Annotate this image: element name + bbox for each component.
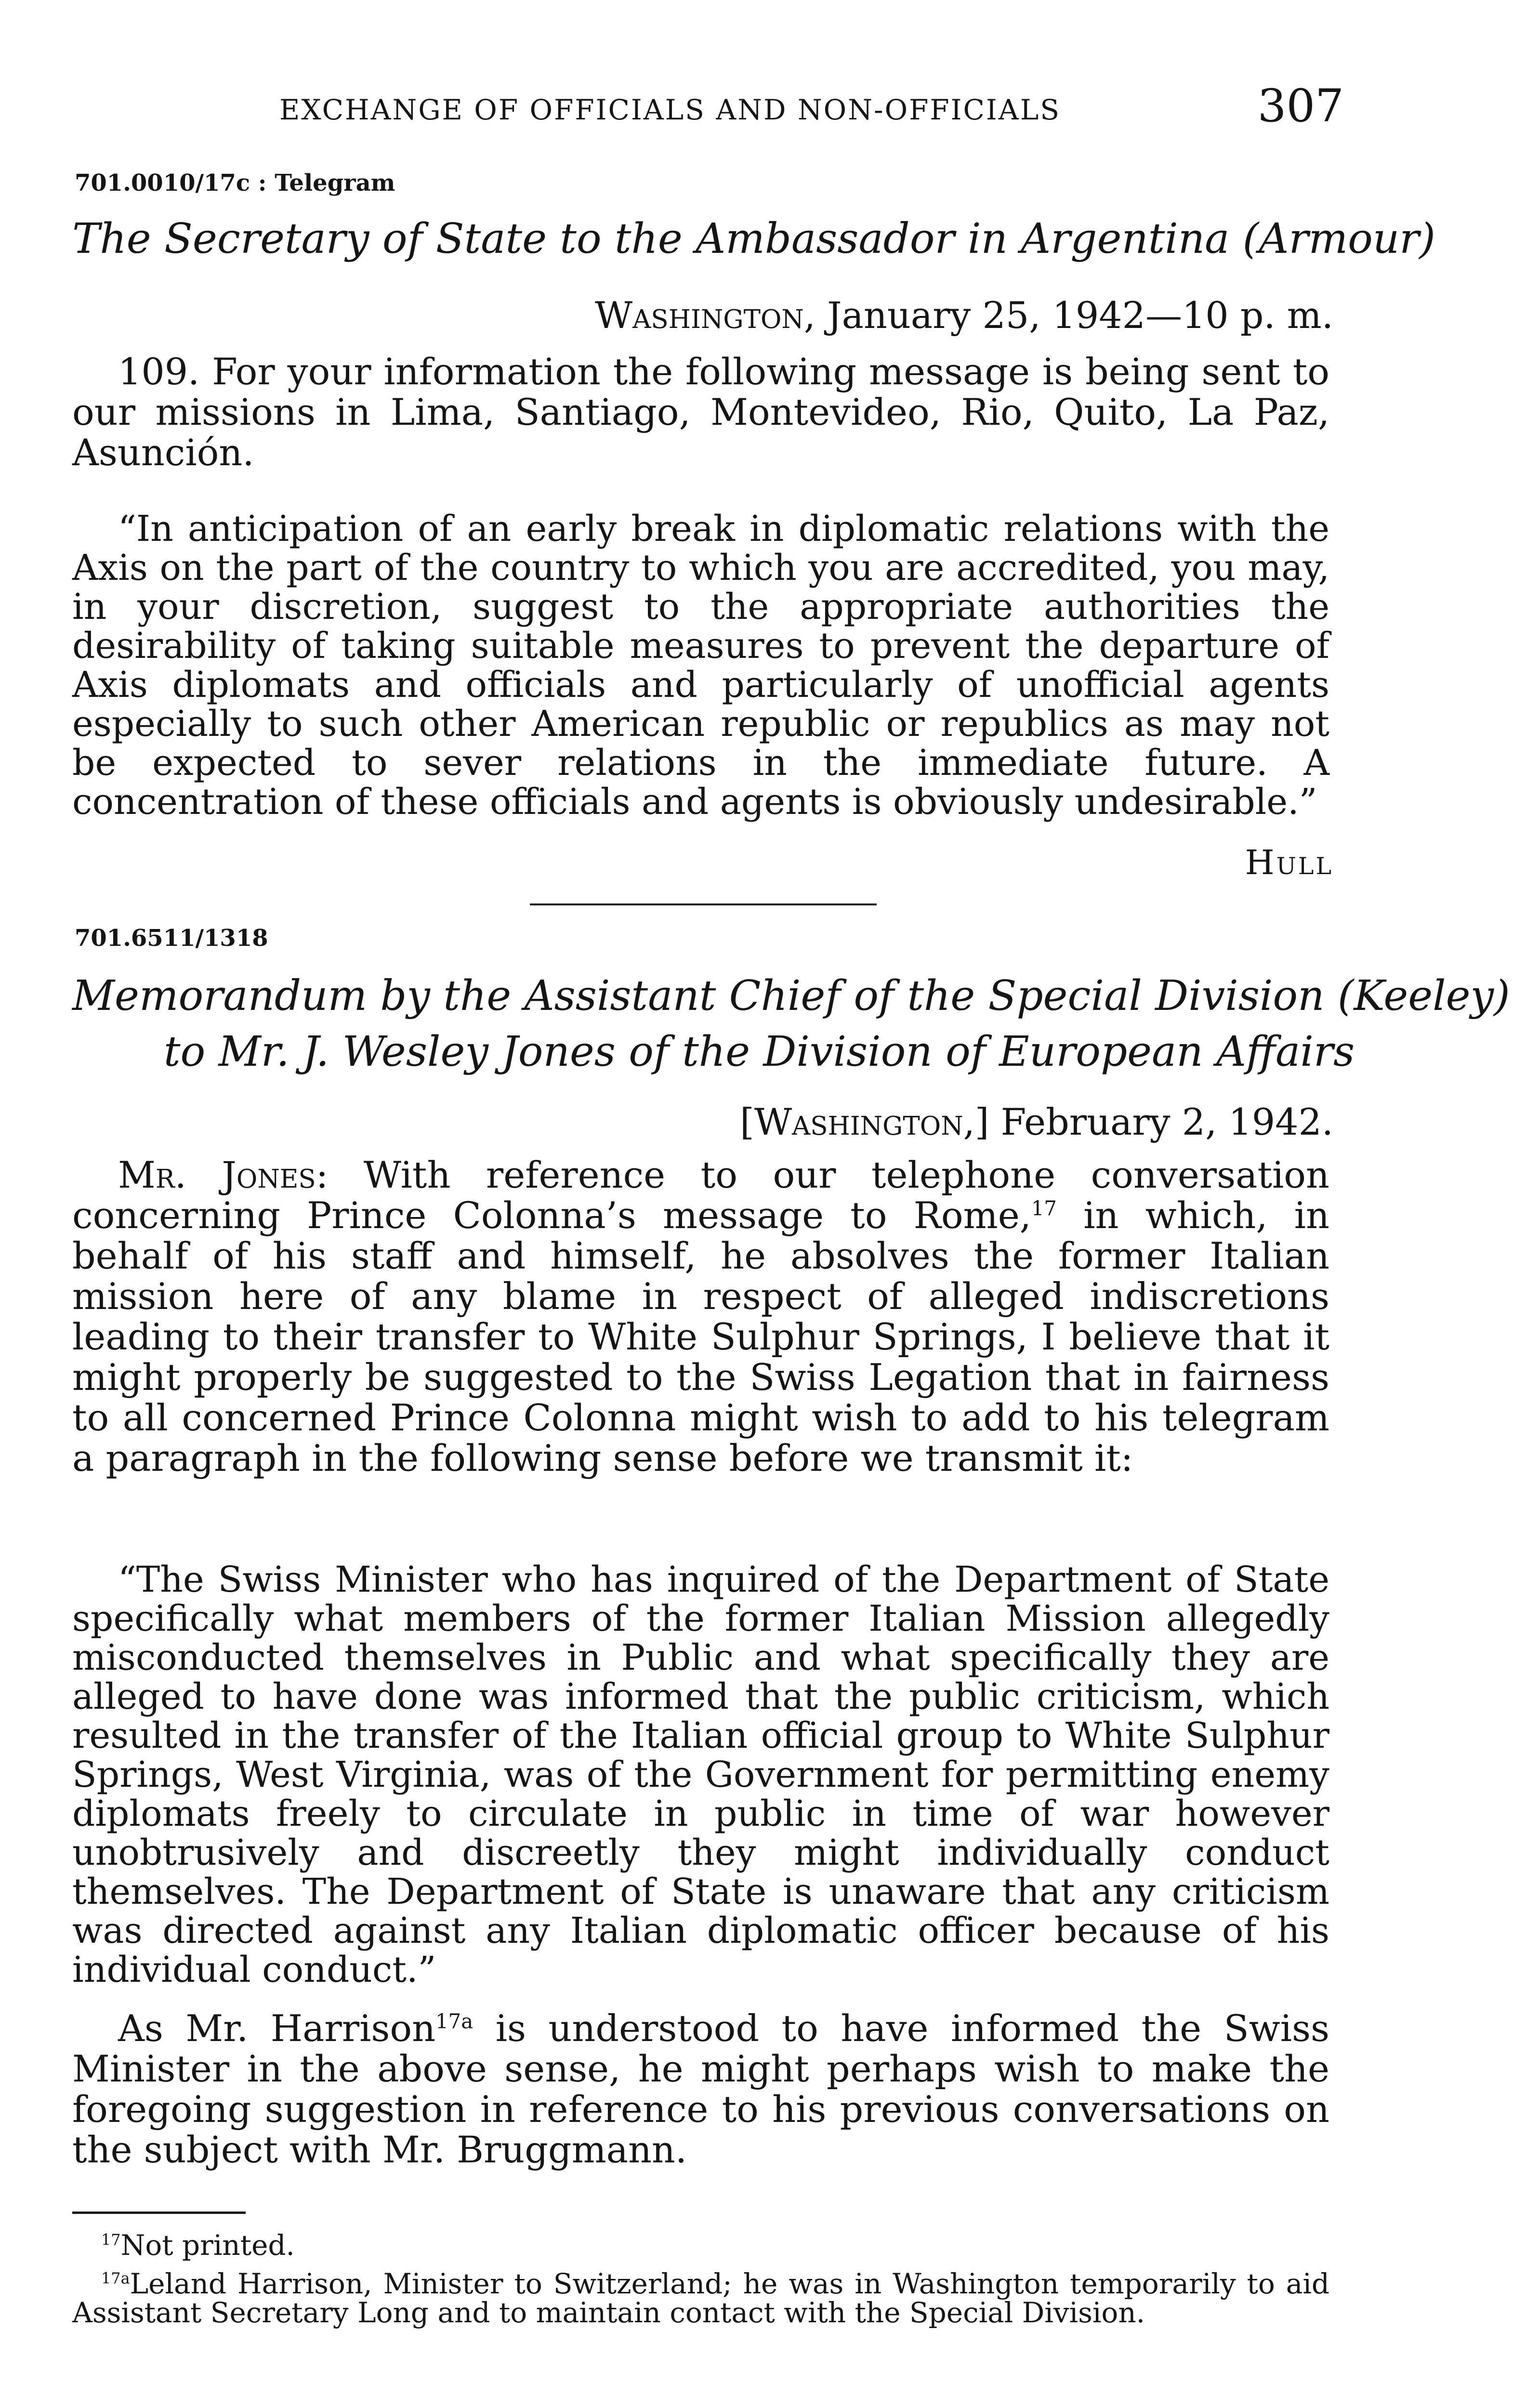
doc1-quoted-message xyxy=(72,510,1329,822)
doc2-paragraph-3-text-a: As Mr. Harrison xyxy=(118,2007,436,2050)
doc2-dateline-place: [Washington,] xyxy=(740,1100,989,1143)
footnote-ref-17: 17 xyxy=(1031,1196,1057,1220)
footnote-mark-17: 17 xyxy=(101,2230,121,2249)
doc1-signature: Hull xyxy=(1245,843,1333,882)
page-number: 307 xyxy=(1257,80,1344,132)
doc2-heading-line-1: Memorandum by the Assistant Chief of the Special Division (Keeley) xyxy=(72,972,1510,1020)
doc2-quoted-paragraph-text: “The Swiss Minister who has inquired of the Department of State specifically what members of the former Italian Mission allegedly misconducted themselves in Public and what specifically they are alleged to have done was informed that the public criticism, which resulted in the transfer of the Italian official group to White Sulphur Springs, West Virginia, was of the Government for permitting enemy diplomats freely to circulate in public in time of war however unobtrusively and discreetly they might individually conduct themselves. The Department of State is unaware that any criticism was directed against any Italian diplomatic officer because of his individual conduct.” xyxy=(72,1559,1329,1990)
footnote-17a xyxy=(72,2269,1329,2327)
doc2-paragraph-1-text-b: in which, in behalf of his staff and himself, he absolves the former Italian mission here of any blame in respect of alleged indiscretions leading to their transfer to White Sulphur Springs, I believe that it might properly be suggested to the Swiss Legation that in fairness to all concerned Prince Colonna might wish to add to his telegram a paragraph in the following sense before we transmit it: xyxy=(72,1194,1329,1479)
doc2-heading-line-2: to Mr. J. Wesley Jones of the Division of European Affairs xyxy=(164,1028,1355,1076)
footnote-rule xyxy=(72,2212,246,2214)
doc2-paragraph-1-text-a: With reference to our telephone conversation concerning Prince Colonna’s message to Rome, xyxy=(72,1153,1329,1237)
doc2-file-number: 701.6511/1318 xyxy=(75,925,268,952)
doc1-paragraph-1-text: 109. For your information the following message is being sent to our missions in Lima, Santiago, Montevideo, Rio, Quito, La Paz, Asunción. xyxy=(72,350,1329,474)
doc2-dateline-date: February 2, 1942. xyxy=(989,1100,1333,1143)
footnote-17 xyxy=(72,2231,1329,2260)
running-head-title: EXCHANGE OF OFFICIALS AND NON-OFFICIALS xyxy=(279,93,1061,126)
doc1-heading: The Secretary of State to the Ambassador in Argentina (Armour) xyxy=(72,215,1435,263)
doc2-paragraph-1 xyxy=(72,1155,1329,1479)
section-divider xyxy=(530,903,877,905)
doc1-paragraph-1 xyxy=(72,352,1329,473)
footnote-17-text: Not printed. xyxy=(120,2229,295,2262)
doc2-paragraph-3-text-b: is understood to have informed the Swiss Minister in the above sense, he might perhaps wish to make the foregoing suggestion in reference to his previous conversations on the subject with Mr. Bruggmann. xyxy=(72,2007,1330,2171)
doc1-dateline xyxy=(595,294,1333,337)
footnote-mark-17a: 17a xyxy=(101,2269,130,2288)
doc2-quoted-paragraph xyxy=(72,1560,1329,1989)
footnote-ref-17a: 17a xyxy=(435,2009,474,2033)
running-head xyxy=(72,77,1344,130)
doc1-file-number: 701.0010/17c : Telegram xyxy=(75,170,395,196)
doc2-salutation: Mr. Jones: xyxy=(118,1153,329,1196)
doc1-dateline-date: , January 25, 1942—10 p. m. xyxy=(803,294,1333,337)
doc1-dateline-place: Washington xyxy=(595,294,804,337)
doc2-dateline xyxy=(740,1100,1333,1143)
doc2-paragraph-3 xyxy=(72,2008,1329,2170)
footnote-17a-text: Leland Harrison, Minister to Switzerland; he was in Washington temporarily to aid Assistant Secretary Long and to maintain contact with the Special Division. xyxy=(72,2267,1329,2329)
doc1-quoted-message-text: “In anticipation of an early break in diplomatic relations with the Axis on the part of the country to which you are accredited, you may, in your discretion, suggest to the appropriate authorities the desirability of taking suitable measures to prevent the departure of Axis diplomats and officials and particularly of unofficial agents especially to such other American republic or republics as may not be expected to sever relations in the immediate future. A concentration of these officials and agents is obviously undesirable.” xyxy=(72,508,1329,823)
